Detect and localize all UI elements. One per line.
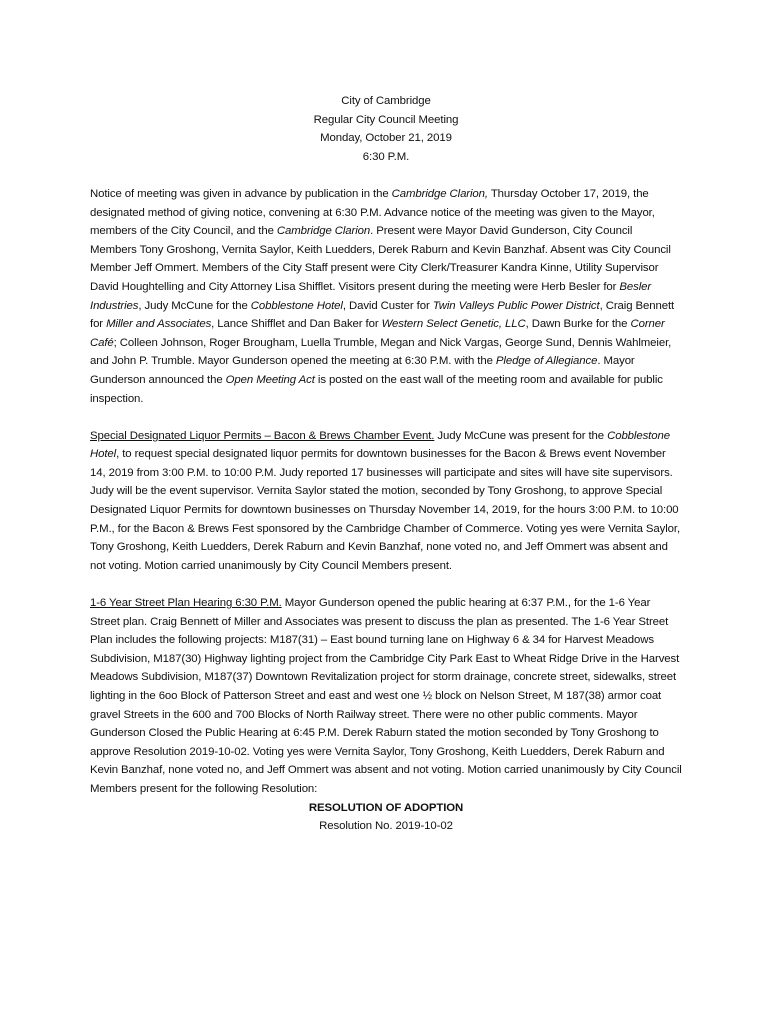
street-plan-text: Mayor Gunderson opened the public hearing at 6:37 P.M., for the 1-6 Year Street plan. Craig Bennett of Miller and Associates was present to discuss the plan as presented. The 1-6 Year Street Plan includes the following projects: M187(31) – East bound turning lane on Highway 6 & 34 for Harvest Meadows Subdivision, M187(30) Highway lighting project from the Cambridge City Park East to Wheat Ridge Drive in the Harvest Meadows Subdivision, M187(37) Downtown Revitalization project for storm drainage, concrete street, sidewalks, street lighting in the 6oo Block of Patterson Street and east and west one ½ block on Nelson Street, M 187(38) armor coat gravel Streets in the 600 and 700 Blocks of North Railway street. There were no other public comments. Mayor Gunderson Closed the Public Hearing at 6:45 P.M. Derek Raburn stated the motion seconded by Tony Groshong to approve Resolution 2019-10-02. Voting yes were Vernita Saylor, Tony Groshong, Keith Luedders, Derek Raburn and Kevin Banzhaf, none voted no, and Jeff Ommert was absent and not voting. Motion carried unanimously by City Council Members present for the following Resolution: bbox=[90, 597, 682, 795]
meeting-header bbox=[90, 92, 682, 166]
notice-italic: Pledge of Allegiance bbox=[495, 355, 598, 368]
meeting-time: 6:30 P.M. bbox=[362, 150, 410, 163]
notice-text: ; Colleen Johnson, Roger Brougham, Luella Trumble, Megan and Nick Vargas, George Sund, Dennis Wahlmeier, and John P. Trumble. Mayor Gunderson opened the meeting at 6:30 P.M. with the bbox=[90, 336, 672, 368]
notice-text: , Judy McCune for the bbox=[138, 299, 251, 312]
liquor-permits-paragraph bbox=[90, 427, 682, 576]
notice-text: , Dawn Burke for the bbox=[525, 318, 631, 331]
notice-text: Thursday October 17, 2019, the designated method of giving notice, convening at 6:30 P.M. Advance notice of the meeting was given to the Mayor, members of the City Council, and the bbox=[90, 187, 655, 238]
notice-text: Notice of meeting was given in advance by publication in the bbox=[90, 187, 392, 200]
resolution-title: RESOLUTION OF ADOPTION bbox=[308, 801, 464, 814]
notice-italic: Cambridge Clarion, bbox=[391, 187, 488, 200]
street-plan-heading: 1-6 Year Street Plan Hearing 6:30 P.M. bbox=[90, 597, 282, 610]
notice-text: , Lance Shifflet and Dan Baker for bbox=[211, 318, 382, 331]
notice-paragraph bbox=[90, 185, 682, 408]
notice-italic: Corner Café bbox=[90, 318, 665, 349]
notice-italic: Cobblestone Hotel bbox=[250, 299, 343, 312]
notice-text: , David Custer for bbox=[342, 299, 433, 312]
document-page bbox=[90, 92, 682, 836]
liquor-permits-heading: Special Designated Liquor Permits – Bacon & Brews Chamber Event. bbox=[90, 429, 435, 442]
meeting-type: Regular City Council Meeting bbox=[313, 113, 459, 126]
meeting-date: Monday, October 21, 2019 bbox=[320, 132, 452, 145]
notice-italic: Open Meeting Act bbox=[225, 373, 315, 386]
notice-text: , Craig Bennett for bbox=[90, 299, 675, 331]
liquor-text: Judy McCune was present for the bbox=[434, 429, 608, 442]
notice-text: . Mayor Gunderson announced the bbox=[90, 355, 635, 386]
city-name: City of Cambridge bbox=[341, 95, 431, 107]
notice-italic: Western Select Genetic, LLC bbox=[381, 318, 526, 331]
notice-text: . Present were Mayor David Gunderson, City Council Members Tony Groshong, Vernita Saylor, Keith Luedders, Derek Raburn and Kevin Banzhaf. Absent was City Council Member Jeff Ommert. Members of the City Staff present were City Clerk/Treasurer Kandra Kinne, Utility Supervisor David Houghtelling and City Attorney Lisa Shifflet. Visitors present during the meeting were Herb Besler for bbox=[90, 225, 671, 293]
resolution-number: Resolution No. 2019-10-02 bbox=[319, 820, 453, 833]
street-plan-paragraph bbox=[90, 594, 682, 799]
liquor-text: , to request special designated liquor permits for downtown businesses for the Bacon & Brews event November 14, 2019 from 3:00 P.M. to 10:00 P.M. Judy reported 17 businesses will participate and sites will have site supervisors. Judy will be the event supervisor. Vernita Saylor stated the motion, seconded by Tony Groshong, to approve Special Designated Liquor Permits for downtown businesses on Thursday November 14, 2019, for the hours 3:00 P.M. to 10:00 P.M., for the Bacon & Brews Fest sponsored by the Cambridge Chamber of Commerce. Voting yes were Vernita Saylor, Tony Groshong, Keith Luedders, Derek Raburn and Kevin Banzhaf, none voted no, and Jeff Ommert was absent and not voting. Motion carried unanimously by City Council Members present. bbox=[90, 448, 681, 572]
notice-text: is posted on the east wall of the meeting room and available for public inspection. bbox=[90, 373, 663, 405]
notice-italic: Besler Industries bbox=[90, 280, 652, 312]
notice-italic: Cambridge Clarion bbox=[276, 225, 371, 238]
notice-italic: Twin Valleys Public Power District bbox=[432, 299, 600, 312]
notice-italic: Miller and Associates bbox=[106, 318, 212, 331]
liquor-italic: Cobblestone Hotel bbox=[90, 429, 670, 461]
